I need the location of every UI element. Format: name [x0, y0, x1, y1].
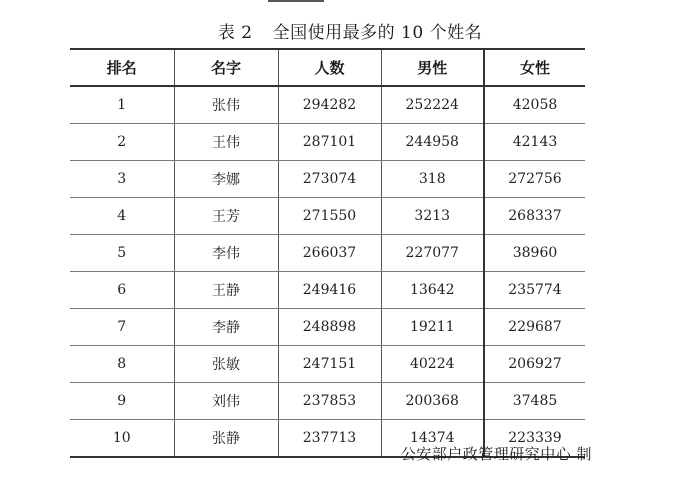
- cell-male: 13642: [381, 272, 484, 309]
- cell-count: 271550: [278, 198, 381, 235]
- cell-female: 42143: [484, 124, 585, 161]
- cell-female: 38960: [484, 235, 585, 272]
- cell-count: 247151: [278, 346, 381, 383]
- source-credit: 公安部户政管理研究中心 制: [400, 445, 592, 463]
- cell-male: 244958: [381, 124, 484, 161]
- cell-rank: 4: [70, 198, 174, 235]
- cell-female: 223339: [484, 420, 585, 458]
- table-row: [70, 161, 585, 198]
- table-row: [70, 198, 585, 235]
- cell-male: 200368: [381, 383, 484, 420]
- table-number: 表 2: [217, 23, 253, 43]
- cell-male: 40224: [381, 346, 484, 383]
- cell-name: 刘伟: [174, 383, 278, 420]
- cell-female: 268337: [484, 198, 585, 235]
- table-row: [70, 124, 585, 161]
- cell-rank: 6: [70, 272, 174, 309]
- cell-male: 318: [381, 161, 484, 198]
- cell-female: 272756: [484, 161, 585, 198]
- table-row: [70, 346, 585, 383]
- cell-rank: 1: [70, 86, 174, 124]
- header-female: 女性: [484, 49, 585, 86]
- table-row: [70, 272, 585, 309]
- header-name: 名字: [174, 49, 278, 86]
- table-header-row: [70, 49, 585, 86]
- table-row: [70, 383, 585, 420]
- cell-female: 206927: [484, 346, 585, 383]
- cell-rank: 5: [70, 235, 174, 272]
- cell-name: 李静: [174, 309, 278, 346]
- cell-name: 李伟: [174, 235, 278, 272]
- cell-rank: 10: [70, 420, 174, 458]
- cell-count: 266037: [278, 235, 381, 272]
- table-caption: [0, 18, 700, 43]
- cell-female: 42058: [484, 86, 585, 124]
- header-count: 人数: [278, 49, 381, 86]
- cell-female: 235774: [484, 272, 585, 309]
- cell-name: 王伟: [174, 124, 278, 161]
- header-male: 男性: [381, 49, 484, 86]
- cell-name: 张静: [174, 420, 278, 458]
- cell-count: 287101: [278, 124, 381, 161]
- cell-male: 3213: [381, 198, 484, 235]
- cell-male: 19211: [381, 309, 484, 346]
- cell-male: 227077: [381, 235, 484, 272]
- cell-female: 37485: [484, 383, 585, 420]
- cell-name: 王静: [174, 272, 278, 309]
- cell-name: 张敏: [174, 346, 278, 383]
- header-rank: 排名: [70, 49, 174, 86]
- cell-name: 李娜: [174, 161, 278, 198]
- top-rule-fragment: [268, 0, 324, 2]
- cell-rank: 7: [70, 309, 174, 346]
- cell-count: 273074: [278, 161, 381, 198]
- cell-rank: 2: [70, 124, 174, 161]
- cell-count: 237853: [278, 383, 381, 420]
- table-title: 全国使用最多的 10 个姓名: [272, 23, 483, 43]
- cell-count: 248898: [278, 309, 381, 346]
- table-row: [70, 86, 585, 124]
- table-row: [70, 235, 585, 272]
- cell-rank: 9: [70, 383, 174, 420]
- cell-count: 237713: [278, 420, 381, 458]
- cell-count: 249416: [278, 272, 381, 309]
- table-row: [70, 309, 585, 346]
- cell-count: 294282: [278, 86, 381, 124]
- cell-rank: 3: [70, 161, 174, 198]
- cell-rank: 8: [70, 346, 174, 383]
- cell-name: 张伟: [174, 86, 278, 124]
- names-table: [70, 48, 585, 458]
- cell-male: 14374: [381, 420, 484, 458]
- cell-female: 229687: [484, 309, 585, 346]
- cell-name: 王芳: [174, 198, 278, 235]
- cell-male: 252224: [381, 86, 484, 124]
